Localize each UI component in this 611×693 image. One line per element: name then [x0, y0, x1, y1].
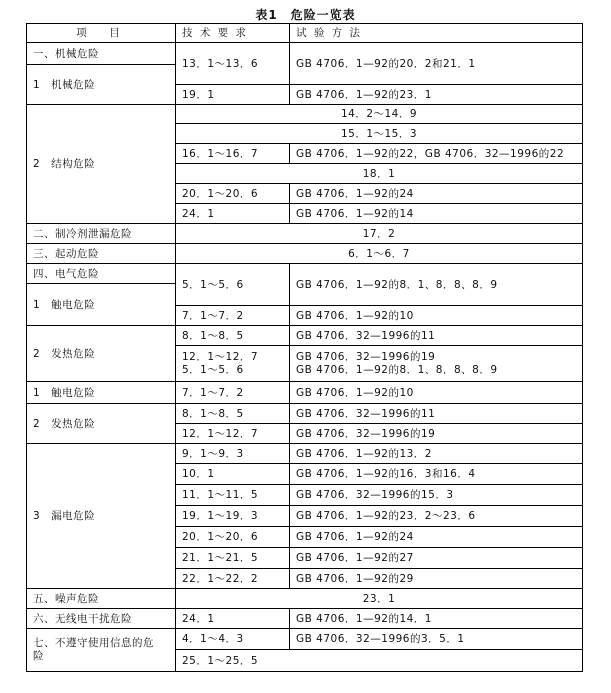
table-row — [27, 629, 583, 650]
header-tech-requirements: 技 术 要 求 — [176, 24, 290, 43]
method-cell: GB 4706．1—92的20．2和21．1 — [290, 43, 583, 85]
merged-tech-cell: 15．1～15．3 — [176, 124, 583, 144]
tech-cell: 8．1～8．5 — [176, 404, 290, 424]
merged-tech-cell: 18．1 — [176, 164, 583, 184]
tech-cell: 19．1 — [176, 85, 290, 105]
category-cell: 2 结构危险 — [27, 105, 176, 224]
table-row — [27, 609, 583, 629]
tech-cell: 5．1～5．6 — [176, 264, 290, 306]
table-row — [27, 264, 583, 284]
category-line: 七、不遵守使用信息的危 — [33, 637, 154, 649]
table-row — [27, 105, 583, 124]
method-cell: GB 4706．1—92的8．1、8．8、8．9 — [290, 264, 583, 306]
category-cell: 一、机械危险 — [27, 43, 176, 65]
table-row — [27, 382, 583, 404]
tech-line: 12．1～12．7 — [182, 350, 259, 363]
category-cell: 三、起动危险 — [27, 244, 176, 264]
tech-cell: 21．1～21．5 — [176, 548, 290, 569]
tech-cell: 25．1～25．5 — [176, 650, 583, 672]
method-cell — [290, 346, 583, 382]
tech-cell: 11．1～11．5 — [176, 485, 290, 506]
tech-cell: 24．1 — [176, 609, 290, 629]
table-row — [27, 244, 583, 264]
method-cell: GB 4706．1—92的22，GB 4706．32—1996的22 — [290, 144, 583, 164]
method-line: GB 4706．32—1996的19 — [296, 350, 436, 363]
category-cell: 3 漏电危险 — [27, 444, 176, 589]
method-cell: GB 4706．32—1996的11 — [290, 404, 583, 424]
tech-cell: 8．1～8．5 — [176, 326, 290, 346]
category-cell: 四、电气危险 — [27, 264, 176, 284]
tech-cell: 4．1～4．3 — [176, 629, 290, 650]
method-cell: GB 4706．1—92的10 — [290, 306, 583, 326]
tech-cell: 24．1 — [176, 204, 290, 224]
method-cell: GB 4706．1—92的23．1 — [290, 85, 583, 105]
tech-cell: 7．1～7．2 — [176, 306, 290, 326]
method-cell: GB 4706．1—92的16．3和16．4 — [290, 464, 583, 485]
tech-cell: 13．1～13．6 — [176, 43, 290, 85]
category-cell: 五、噪声危险 — [27, 589, 176, 609]
table-row — [27, 326, 583, 346]
category-cell: 2 发热危险 — [27, 404, 176, 444]
method-cell: GB 4706．1—92的13．2 — [290, 444, 583, 464]
tech-cell: 20．1～20．6 — [176, 184, 290, 204]
tech-cell: 22．1～22．2 — [176, 569, 290, 589]
table-row — [27, 224, 583, 244]
table-row — [27, 444, 583, 464]
category-cell: 1 触电危险 — [27, 382, 176, 404]
method-cell: GB 4706．1—92的24 — [290, 184, 583, 204]
method-cell: GB 4706．1—92的14．1 — [290, 609, 583, 629]
tech-cell: 16．1～16．7 — [176, 144, 290, 164]
category-cell: 1 机械危险 — [27, 65, 176, 105]
category-cell — [27, 629, 176, 672]
method-cell: GB 4706．32—1996的15．3 — [290, 485, 583, 506]
tech-line: 5．1～5．6 — [182, 363, 244, 376]
table-row — [27, 404, 583, 424]
tech-cell: 20．1～20．6 — [176, 527, 290, 548]
tech-cell: 9．1～9．3 — [176, 444, 290, 464]
hazard-table — [26, 23, 583, 672]
table-row — [27, 589, 583, 609]
method-cell: GB 4706．32—1996的3．5．1 — [290, 629, 583, 650]
tech-cell — [176, 346, 290, 382]
method-cell: GB 4706．32—1996的19 — [290, 424, 583, 444]
method-cell: GB 4706．1—92的14 — [290, 204, 583, 224]
merged-tech-cell: 17．2 — [176, 224, 583, 244]
method-cell: GB 4706．1—92的24 — [290, 527, 583, 548]
category-cell: 六、无线电干扰危险 — [27, 609, 176, 629]
tech-cell: 12．1～12．7 — [176, 424, 290, 444]
method-cell: GB 4706．1—92的29 — [290, 569, 583, 589]
table-row — [27, 43, 583, 65]
table-title: 表1 危险一览表 — [255, 8, 356, 22]
category-line: 险 — [33, 650, 44, 662]
method-cell: GB 4706．32—1996的11 — [290, 326, 583, 346]
category-cell: 1 触电危险 — [27, 284, 176, 326]
tech-cell: 10．1 — [176, 464, 290, 485]
method-line: GB 4706．1—92的8．1、8．8、8．9 — [296, 363, 498, 376]
header-row — [27, 24, 583, 43]
header-test-method: 试 验 方 法 — [290, 24, 583, 43]
tech-cell: 19．1～19．3 — [176, 506, 290, 527]
tech-cell: 7．1～7．2 — [176, 382, 290, 404]
method-cell: GB 4706．1—92的10 — [290, 382, 583, 404]
category-cell: 二、制冷剂泄漏危险 — [27, 224, 176, 244]
merged-tech-cell: 23．1 — [176, 589, 583, 609]
method-cell: GB 4706．1—92的23．2～23．6 — [290, 506, 583, 527]
category-cell: 2 发热危险 — [27, 326, 176, 382]
header-item: 项 目 — [27, 24, 176, 43]
merged-tech-cell: 14．2～14．9 — [176, 105, 583, 124]
method-cell: GB 4706．1—92的27 — [290, 548, 583, 569]
merged-tech-cell: 6．1～6．7 — [176, 244, 583, 264]
